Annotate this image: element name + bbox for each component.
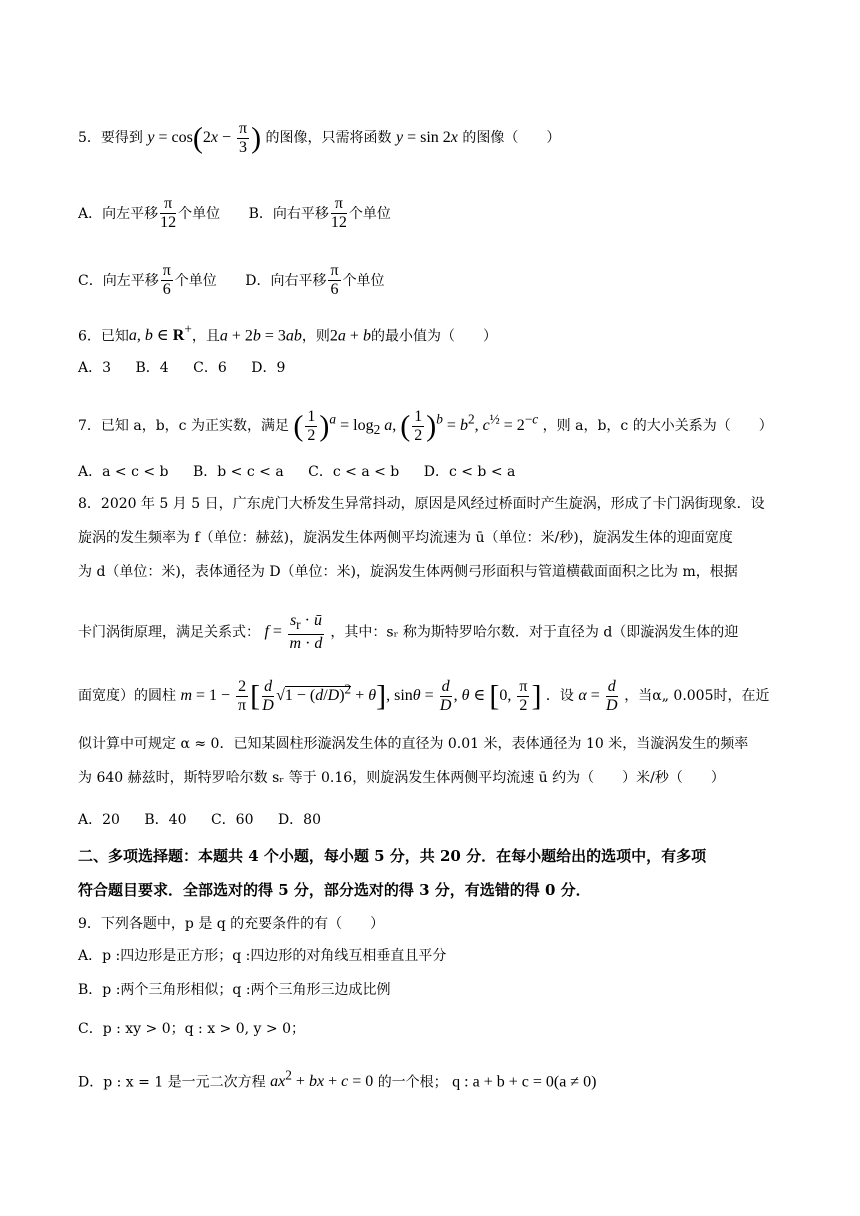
- q8-formula-m: m = 1 − $\frac{2}{\pi}$ [ $\frac{d}{D}$ $√1 - (d/D)^2 + \theta$], sinθ = $\frac{d}{D}$ , θ ∈ [0, $\frac{\pi}{2}$ ]: [180, 678, 542, 714]
- q5-formula-sin: y = sin 2x: [395, 129, 458, 147]
- q8-option-d: D．80: [277, 812, 321, 828]
- q8-option-a: A．20: [78, 812, 120, 828]
- q7-options: [78, 462, 535, 482]
- q7-stem: 7．已知 a，b，c 为正实数，满足 ( $\frac{1}{2}$ )$^a = \log_2 a$, ( $\frac{1}{2}$ )$^b = b^2$, $c^{\frac{1}{2}} = 2^{-c}$ ，则 a，b，c 的大小关系为（ ）: [78, 408, 773, 444]
- q6-option-d: D．9: [251, 360, 286, 376]
- q8-formula-alpha: α = $\frac{d}{D}$: [578, 678, 618, 714]
- q5-options-cd: [78, 262, 385, 299]
- q6-option-c: C．6: [193, 360, 227, 376]
- q8-line-2: 旋涡的发生频率为 f（单位：赫兹)，旋涡发生体两侧平均流速为 ū（单位：米/秒)，旋涡发生体的迎面宽度: [78, 530, 733, 546]
- q9-option-d: D．p : x = 1 是一元二次方程 $ax^2$ + bx + c = 0 的一个根； q : a + b + c = 0(a ≠ 0): [78, 1068, 597, 1091]
- q9-option-b: B．p :两个三角形相似；q :两个三角形三边成比例: [78, 982, 391, 998]
- q6-option-a: A．3: [78, 360, 112, 376]
- q6-options: [78, 358, 305, 378]
- q9-formula-quadratic: $ax^2$ + bx + c = 0: [270, 1068, 374, 1091]
- q8-option-c: C．60: [210, 812, 254, 828]
- q6-stem: 6．已知a, b ∈ R+，且a + 2b = 3ab，则2a + b的最小值为（ ）: [78, 322, 497, 345]
- q7-option-a: A．a < c < b: [78, 464, 169, 480]
- q5-option-a: A．向左平移 $\frac{\pi}{12}$ 个单位: [78, 195, 221, 231]
- q5-options-ab: [78, 195, 391, 232]
- q5-option-d: D．向右平移 $\frac{\pi}{6}$ 个单位: [245, 262, 385, 298]
- q5-stem: 5．要得到 y = cos(2x − $\frac{\pi}{3}$ ) 的图像，只需将函数 y = sin 2x 的图像（ ）: [78, 120, 561, 156]
- q8-line-3: 为 d（单位：米)，表体通径为 D（单位：米)，旋涡发生体两侧弓形面积与管道横截面面积之比为 m，根据: [78, 564, 738, 580]
- q5-option-c: C．向左平移 $\frac{\pi}{6}$ 个单位: [78, 262, 217, 298]
- section2-heading-line-2: 符合题目要求．全部选对的得 5 分，部分选对的得 3 分，有选错的得 0 分．: [78, 881, 591, 899]
- q9-option-c: C．p : xy > 0；q : x > 0, y > 0；: [78, 1021, 305, 1037]
- q7-option-d: D．c < b < a: [423, 464, 516, 480]
- q6-option-b: B．4: [135, 360, 169, 376]
- q9-stem: 9．下列各题中，p 是 q 的充要条件的有（ ）: [78, 916, 385, 932]
- q8-line-5: 面宽度）的圆柱 m = 1 − $\frac{2}{\pi}$ [ $\frac{d}{D}$ $√1 - (d/D)^2 + \theta$], sinθ = $\frac{d}{D}$ , θ ∈ [0, $\frac{\pi}{2}$ ] ．设 α = $\frac{d}{D}$ ，当α„ 0.005时，在近: [78, 678, 770, 714]
- q7-formula: ( $\frac{1}{2}$ )$^a = \log_2 a$, ( $\frac{1}{2}$ )$^b = b^2$, $c^{\frac{1}{2}} = 2^{-c}$: [293, 408, 539, 444]
- q8-line-1: 8．2020 年 5 月 5 日，广东虎门大桥发生异常抖动，原因是风经过桥面时产生旋涡，形成了卡门涡街现象．设: [78, 496, 765, 512]
- q9-option-a: A．p :四边形是正方形；q :四边形的对角线互相垂直且平分: [78, 948, 447, 964]
- q5-formula-cos: y = cos(2x − $\frac{\pi}{3}$ ): [147, 120, 262, 156]
- section2-heading-line-1: 二、多项选择题：本题共 4 个小题，每小题 5 分，共 20 分．在每小题给出的选项中，有多项: [78, 847, 707, 865]
- q7-option-b: B．b < c < a: [192, 464, 284, 480]
- q5-option-b: B．向右平移 $\frac{\pi}{12}$ 个单位: [248, 195, 391, 231]
- q8-line-4: 卡门涡街原理，满足关系式： f = $\frac{s_r \cdot ū}{m \cdot d}$ ，其中：sᵣ 称为斯特罗哈尔数．对于直径为 d（即漩涡发生体的迎: [78, 612, 739, 653]
- q7-option-c: C．c < a < b: [308, 464, 400, 480]
- q8-line-6: 似计算中可规定 α ≈ 0．已知某圆柱形漩涡发生体的直径为 0.01 米，表体通径为 10 米，当漩涡发生的频率: [78, 736, 749, 752]
- q8-option-b: B．40: [144, 812, 187, 828]
- q8-formula-f: f = $\frac{s_r \cdot ū}{m \cdot d}$: [264, 612, 323, 653]
- q8-options: [78, 810, 341, 830]
- q8-line-7: 为 640 赫兹时，斯特罗哈尔数 sᵣ 等于 0.16，则旋涡发生体两侧平均流速 ū 约为（ ）米/秒（ ）: [78, 770, 725, 786]
